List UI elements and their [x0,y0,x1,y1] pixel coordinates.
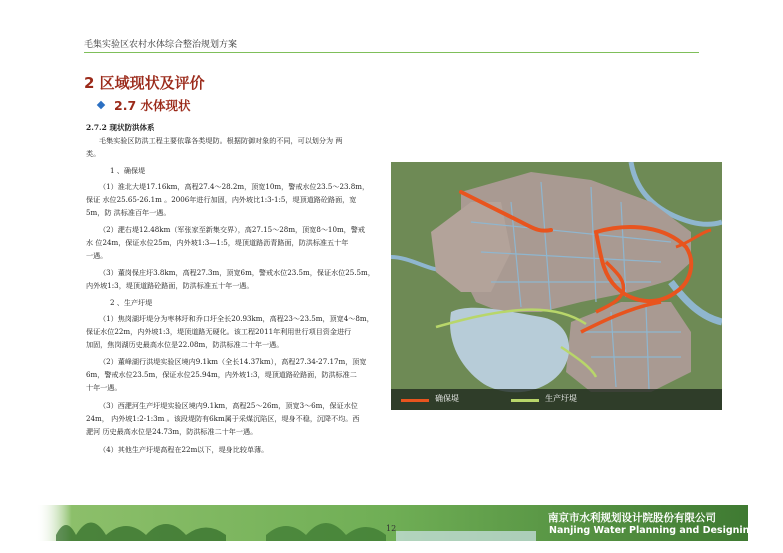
section-heading: 2 区域现状及评价 [84,74,205,92]
subsection-heading: 2.7 水体现状 [114,98,191,113]
legend-production-swatch [511,399,539,402]
footer-water [396,531,536,541]
paragraph-line: （3）董岗保庄圩3.8km，高程27.3m，顶宽6m，警戒水位23.5m，保证水位25.5m， [99,268,375,277]
paragraph-line: 保证 水位25.65-26.1m 。2006年进行加固，内外坡比1:3-1:5，堤顶道路砼路面，宽 [86,195,357,204]
paragraph-line: 加固，焦岗湖历史最高水位是22.08m，防洪标准二十年一遇。 [86,340,284,349]
legend-production-label: 生产圩堤 [545,394,577,403]
category-label: 2 、生产圩堤 [110,298,153,307]
paragraph-line: （2）董峰湖行洪堤实验区境内9.1km（全长14.37km），高程27.34-27.17m，顶宽 [99,357,367,366]
flood-defense-map [391,162,722,410]
diamond-bullet-icon [97,101,105,109]
paragraph-line: 6m，警戒水位23.5m，保证水位25.94m，内外坡1:3，堤顶道路砼路面，防洪标准二 [86,370,357,379]
paragraph-line: 淝河 历史最高水位是24.73m，防洪标准二十年一遇。 [86,427,258,436]
paragraph-line: （1）淮北大堤17.16km，高程27.4～28.2m，顶宽10m，警戒水位23.5～23.8m， [99,182,370,191]
company-name-cn: 南京市水利规划设计院股份有限公司 [548,512,716,524]
paragraph-line: （4）其他生产圩堤高程在22m以下，堤身比较单薄。 [99,445,269,454]
paragraph-line: 十年一遇。 [86,383,122,392]
paragraph-line: 保证水位22m，内外坡1:3，堤顶道路无硬化。该工程2011年利用世行项目资金进行 [86,327,352,336]
subsection-heading-row [98,96,191,114]
paragraph-line: 内外坡1:3，堤顶道路砼路面，防洪标准五十年一遇。 [86,281,254,290]
legend-protect-label: 确保堤 [435,394,459,403]
doc-title: 毛集实验区农村水体综合整治规划方案 [84,40,238,50]
company-name-en: Nanjing Water Planning and Designing [549,525,757,536]
paragraph-line: 水 位24m，保证水位25m，内外坡1:3—1:5，堤顶道路沥青路面，防洪标准五十年 [86,238,349,247]
map-legend [391,389,722,410]
paragraph-line: 5m，防 洪标准百年一遇。 [86,208,171,217]
legend-protect-swatch [401,399,429,402]
paragraph-line: （1）焦岗湖圩堤分为枣林圩和乔口圩全长20.93km，高程23～23.5m，顶宽4～8m， [99,314,374,323]
paragraph-line: （3）西淝河生产圩堤实验区境内9.1km，高程25～26m，顶宽3～6m，保证水位 [99,401,358,410]
paragraph-line: 24m， 内外坡1:2-1:3m 。该段堤防有6km属于采煤沉陷区，堤身不稳，沉降不均。西 [86,414,360,423]
category-label: 1 、确保堤 [110,166,146,175]
header-rule [84,52,699,53]
intro-line: 类。 [86,149,101,158]
subsubsection-heading: 2.7.2 现状防洪体系 [86,123,155,132]
paragraph-line: 一遇。 [86,251,108,260]
page-number: 12 [386,524,397,533]
intro-line: 毛集实验区防洪工程主要依靠各类堤防。根据防御对象的不同，可以划分为 两 [99,136,343,145]
paragraph-line: （2）淝右堤12.48km（军张家至新集交界），高27.15～28m，顶宽8～10m，警戒 [99,225,365,234]
